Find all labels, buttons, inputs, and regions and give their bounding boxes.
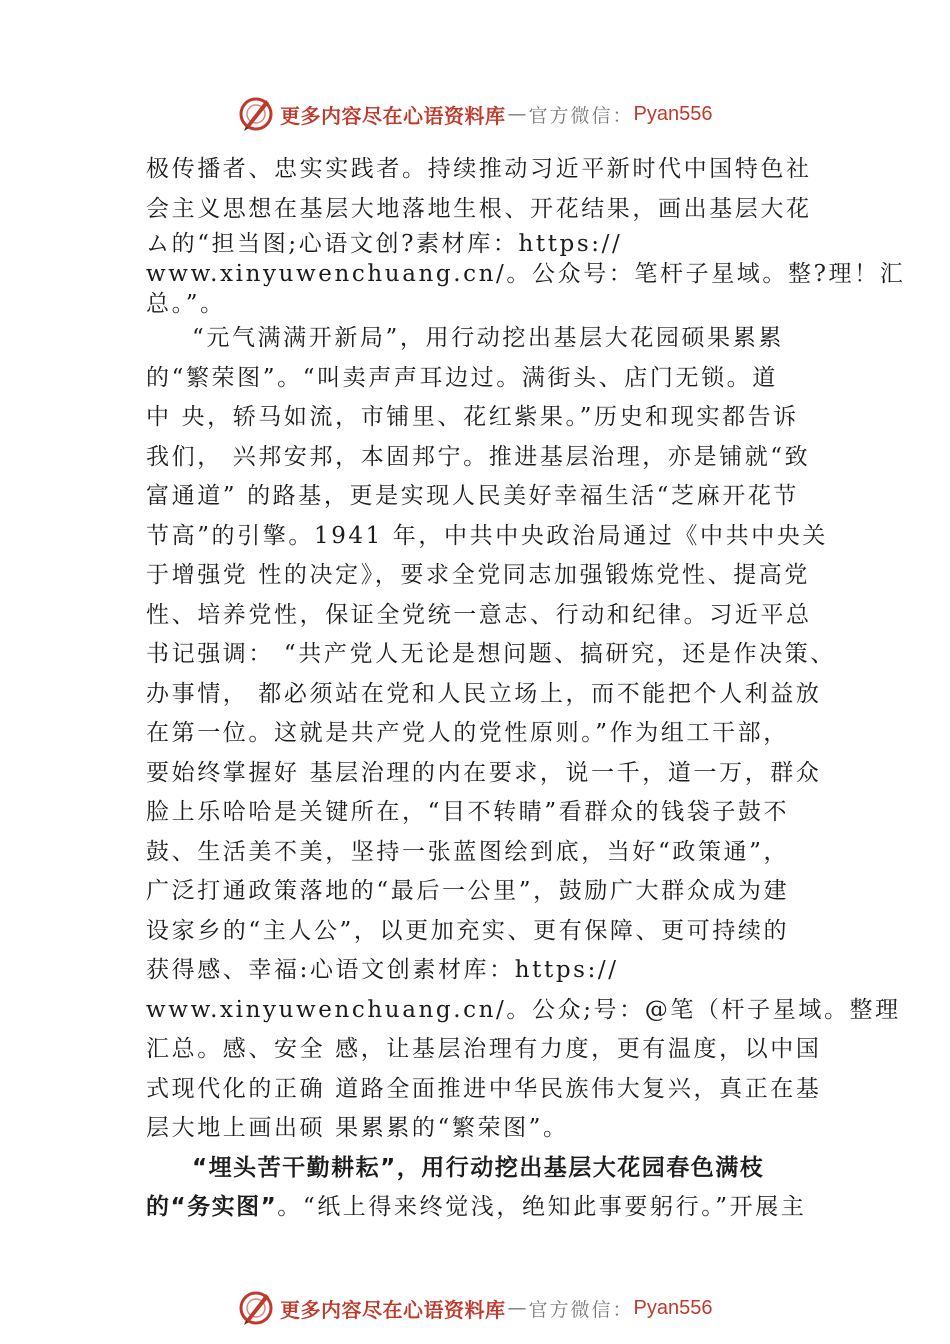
text-line: 在第一位。这就是共产党人的党性原则。”作为组工干部，: [146, 720, 789, 746]
text-line: ム的“担当图;心语文创?素材库：https://: [146, 231, 623, 257]
text-line: 总。”。: [146, 291, 226, 317]
document-body: [146, 150, 906, 1228]
paragraph-first-line: “元气满满开新局”，用行动挖出基层大花园硕果累累: [192, 325, 784, 351]
header-separator: —: [507, 103, 527, 125]
text-line: 极传播者、忠实实践者。持续推动习近平新时代中国特色社: [146, 156, 812, 182]
text-line: 书记强调： “共产党人无论是想问题、搞研究，还是作决策、: [146, 641, 836, 667]
text-line: 汇总。感、安全 感，让基层治理有力度，更有温度，以中国: [146, 1036, 822, 1062]
text-line: 要始终掌握好 基层治理的内在要求，说一千，道一万，群众: [146, 759, 822, 786]
text-line: 的“繁荣图”。“叫卖声声耳边过。满街头、店门无锁。道: [146, 364, 778, 391]
pen-logo-icon: [236, 1288, 276, 1328]
text-line: [146, 1188, 836, 1228]
text-line: 式现代化的正确 道路全面推进中华民族伟大复兴，真正在基: [146, 1075, 822, 1102]
text-line: 节高”的引擎。1941 年，中共中央政治局通过《中共中央关: [146, 522, 829, 549]
text-line: 于增强党 性的决定》，要求全党同志加强锻炼党性、提高党: [146, 562, 811, 588]
text-line: 会主义思想在基层大地落地生根、开花结果，画出基层大花: [146, 195, 812, 222]
footer-banner: [236, 1286, 756, 1330]
text-line: 办事情， 都必须站在党和人民立场上，而不能把个人利益放: [146, 680, 822, 707]
text-line: 设家乡的“主人公”，以更加充实、更有保障、更可持续的: [146, 917, 790, 944]
text-line: 我们， 兴邦安邦，本固邦宁。推进基层治理，亦是铺就“致: [146, 443, 811, 470]
text-line: 鼓、生活美不美，坚持一张蓝图绘到底，当好“政策通”，: [146, 838, 790, 865]
text-segment: 。“纸上得来终觉浅，绝知此事要躬行。”开展主: [277, 1194, 807, 1220]
text-line: www.xinyuwenchuang.cn/。公众;号：@笔（杆子星域。整理: [146, 996, 901, 1023]
text-line: 层大地上画出硕 果累累的“繁荣图”。: [146, 1115, 569, 1141]
header-banner: [236, 92, 756, 136]
text-line: 脸上乐哈哈是关键所在，“目不转睛”看群众的钱袋子鼓不: [146, 799, 790, 825]
text-line: 获得感、幸福:心语文创素材库：https://: [146, 957, 619, 983]
header-brand: 更多内容尽在心语资料库: [280, 103, 506, 128]
text-line: www.xinyuwenchuang.cn/。公众号：笔杆子星域。整?理！汇: [146, 261, 906, 287]
pen-logo-icon: [236, 94, 276, 134]
text-line: 中 央，轿马如流，市铺里、花红紫果。”历史和现实都告诉: [146, 404, 799, 430]
footer-wechat-label: 官方微信：: [528, 1298, 634, 1321]
header-wechat-label: 官方微信：: [528, 104, 634, 127]
header-wechat-id: Pyan556: [633, 102, 713, 125]
footer-separator: —: [507, 1297, 527, 1319]
text-line: 性、培养党性，保证全党统一意志、行动和纪律。习近平总: [146, 601, 812, 628]
bold-phrase: 的“务实图”: [146, 1194, 278, 1220]
footer-brand: 更多内容尽在心语资料库: [280, 1297, 506, 1322]
text-line: 广泛打通政策落地的“最后一公里”，鼓励广大群众成为建: [146, 878, 790, 904]
section-heading-line: “埋头苦干勤耕耘”，用行动挖出基层大花园春色满枝: [192, 1154, 765, 1181]
footer-wechat-id: Pyan556: [633, 1296, 713, 1319]
text-line: 富通道” 的路基，更是实现人民美好幸福生活“芝麻开花节: [146, 483, 800, 509]
